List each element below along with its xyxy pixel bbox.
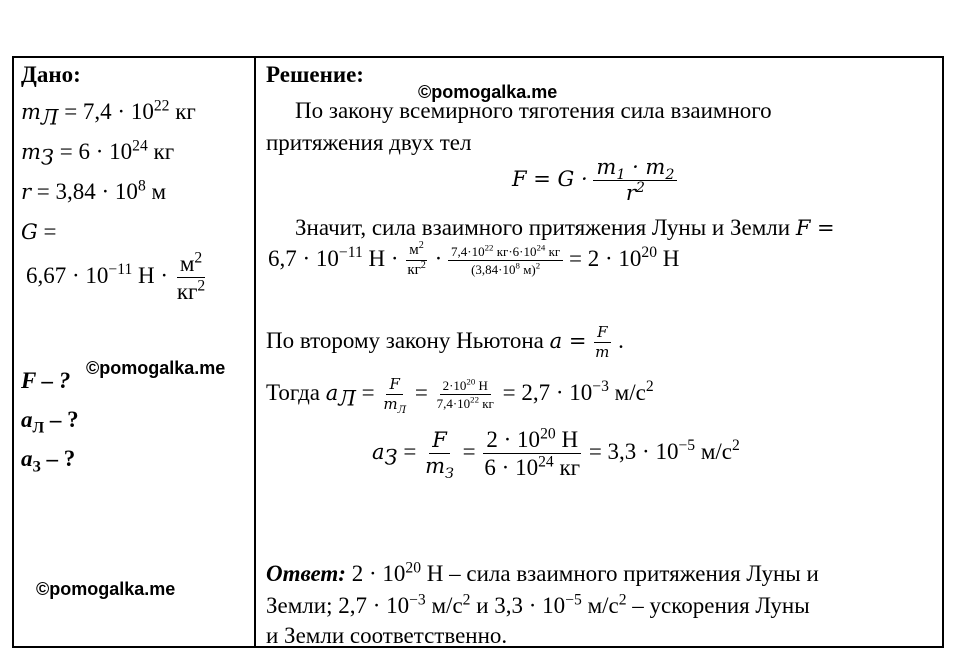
acc-moon-fraction-values: $\frac{2\cdot 10^{20} Н}{7,4\cdot 10^{22} кг}$ [436, 376, 494, 411]
intro-line-2: притяжения двух тел [266, 130, 472, 155]
watermark: ©pomogalka.me [418, 82, 558, 102]
gravitation-fraction: $\frac{m_1 \cdot m_2}{r^2}$ [593, 157, 677, 204]
find-force: F – ? [21, 368, 71, 393]
force-units-fraction: $\frac{м^2}{кг^2}$ [407, 240, 426, 278]
column-divider [254, 56, 256, 648]
acc-moon-calculation: Тогда $a_Л$ = $\frac{F}{m_Л}$ = $\frac{2\cdot 10^{20} Н}{7,4\cdot 10^{22} кг}$ = $2,7 \cdot 10^{-3}$ $м/с^2$ [266, 375, 654, 416]
grav-units-fraction: $\frac{м^2}{кг^2}$ [176, 249, 206, 304]
solution-heading: Решение: [266, 62, 364, 87]
acc-earth-fraction-values: $\frac{2 \cdot 10^{20} Н}{6 \cdot 10^{24} кг}$ [484, 425, 581, 480]
given-distance: $r = 3,84 \cdot 10^8$ м [21, 177, 167, 204]
watermark: ©pomogalka.me [36, 579, 176, 599]
answer-label: Ответ: [266, 561, 346, 586]
given-grav-value: $6,67 \cdot 10^{-11}$ Н · $\frac{м^2}{кг^2}$ [26, 252, 208, 303]
gravitation-formula: F = G · $\frac{m_1 \cdot m_2}{r^2}$ [512, 157, 677, 204]
acc-moon-fraction-symbolic: $\frac{F}{m_Л}$ [383, 375, 407, 416]
newton-fraction: $\frac{F}{m}$ [595, 323, 610, 361]
answer-line-2: Земли; $2,7 \cdot 10^{-3}$ $м/с^2$ и $3,3 \cdot 10^{-5}$ $м/с^2$ – ускорения Луны [266, 591, 810, 618]
answer-line-1: Ответ: $2 \cdot 10^{20}$ Н – сила взаимного притяжения Луны и [266, 559, 819, 586]
acc-earth-fraction-symbolic: $\frac{F}{m_З}$ [425, 428, 454, 483]
force-calculation: $6,7 \cdot 10^{-11}$ Н · $\frac{м^2}{кг^2}$ · $\frac{7,4\cdot 10^{22} кг\cdot 6\cdot 10^{24} кг}{(3,84\cdot 10^8 м)^2}$ = $2 \cdot 10^{20}$ Н [268, 240, 680, 278]
find-acc-earth: $a_З$ – ? [21, 446, 76, 476]
force-values-fraction: $\frac{7,4\cdot 10^{22} кг\cdot 6\cdot 10^{24} кг}{(3,84\cdot 10^8 м)^2}$ [448, 245, 563, 276]
intro-line-1: По закону всемирного тяготения сила взаимного [295, 98, 772, 123]
force-text: Значит, сила взаимного притяжения Луны и Земли F = [295, 215, 835, 240]
given-grav-label: G = [21, 219, 57, 244]
given-moon-mass: $m_Л = 7,4 \cdot 10^{22}$ кг [21, 97, 196, 130]
given-earth-mass: $m_З = 6 \cdot 10^{24}$ кг [21, 137, 175, 170]
find-acc-moon: $a_Л$ – ? [21, 407, 79, 437]
answer-line-3: и Земли соответственно. [266, 623, 508, 648]
watermark: ©pomogalka.me [86, 358, 226, 378]
newton-law: По второму закону Ньютона a = $\frac{F}{m}$ . [266, 323, 624, 361]
acc-earth-calculation: $a_З$ = $\frac{F}{m_З}$ = $\frac{2 \cdot 10^{20} Н}{6 \cdot 10^{24} кг}$ = $3,3 \cdot 10^{-5}$ $м/с^2$ [372, 425, 740, 483]
given-heading: Дано: [21, 62, 81, 87]
